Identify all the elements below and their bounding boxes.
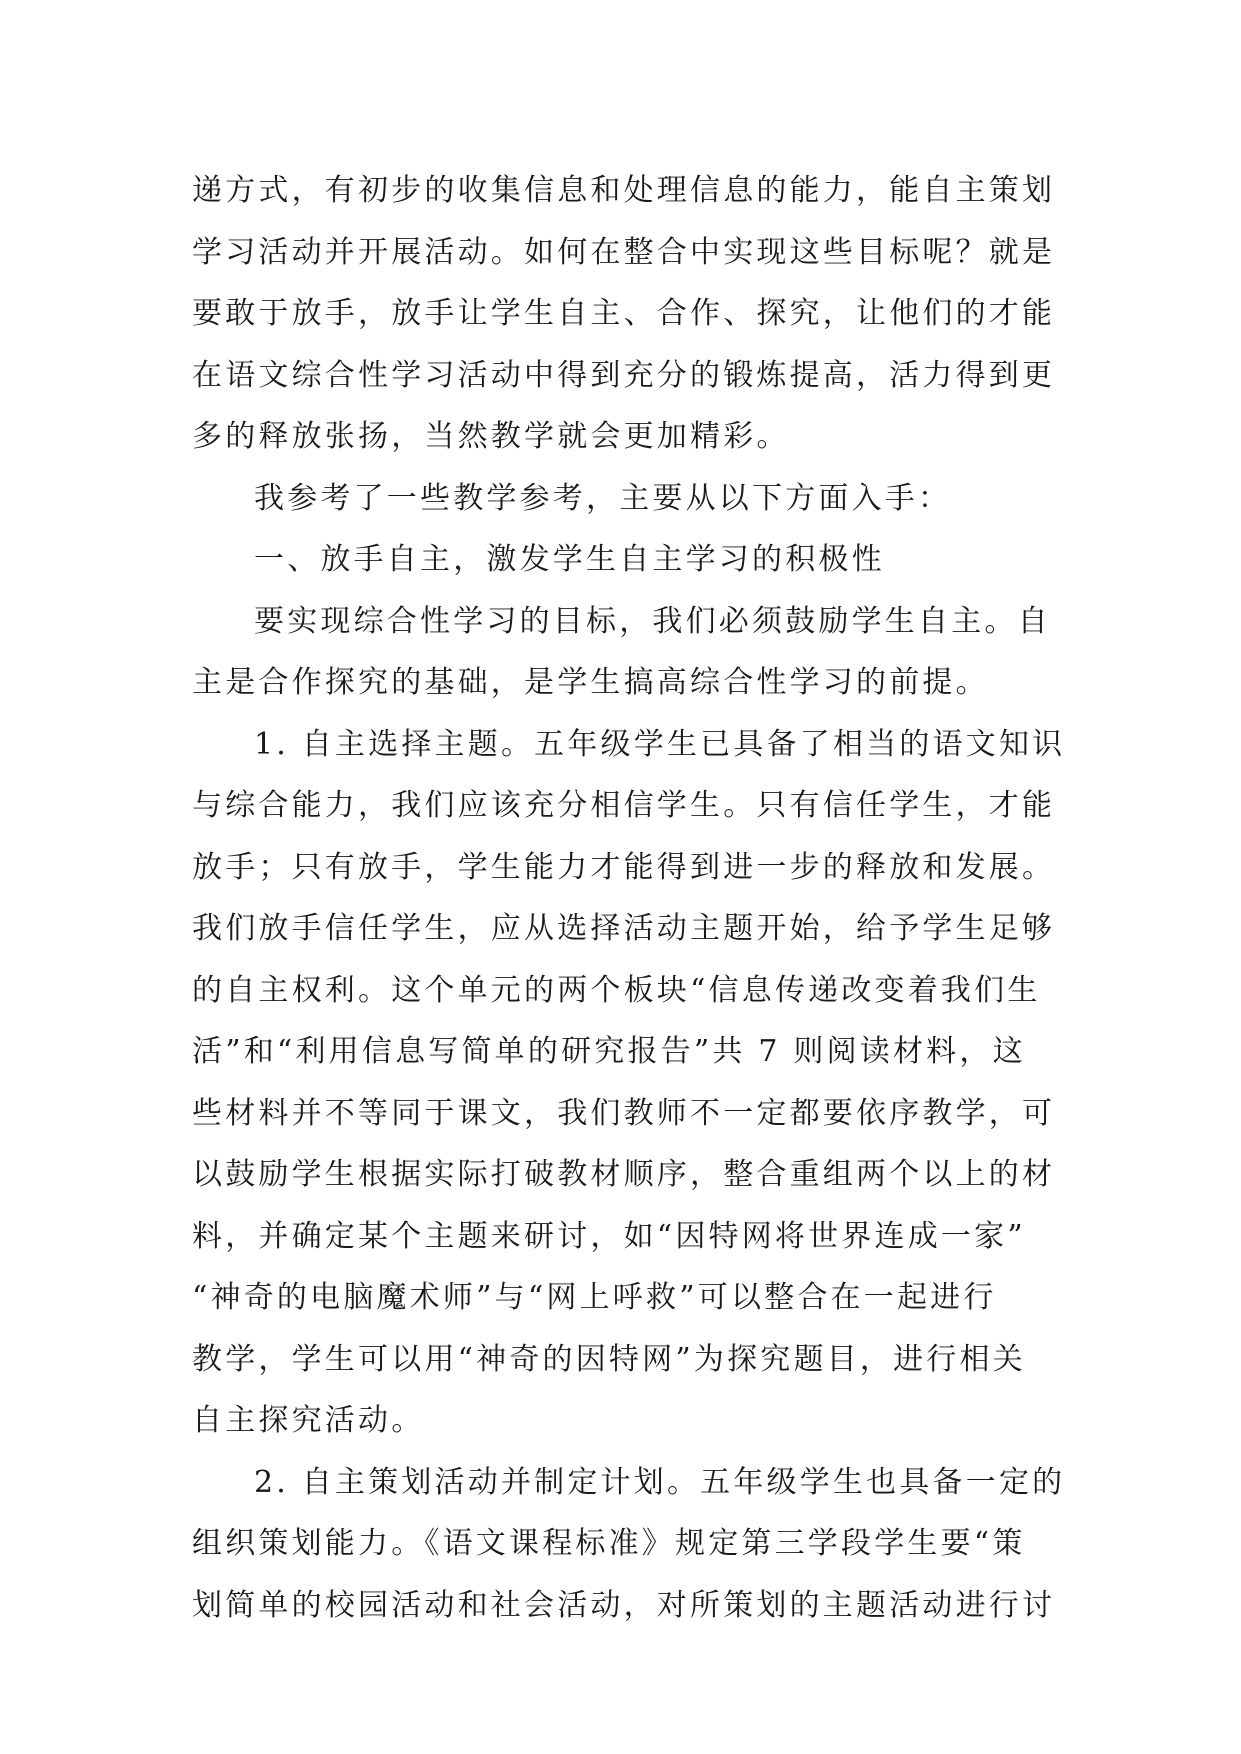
text-line: 的自主权利。这个单元的两个板块“信息传递改变着我们生 [192, 972, 1041, 1008]
text-line: 活”和“利用信息写简单的研究报告”共 7 则阅读材料，这 [192, 1034, 1026, 1069]
text-line: 我们放手信任学生，应从选择活动主题开始，给予学生足够 [192, 911, 1056, 946]
text-line: 一、放手自主，激发学生自主学习的积极性 [254, 542, 885, 577]
text-line: 多的释放张扬，当然教学就会更加精彩。 [192, 419, 790, 454]
body-text [192, 160, 1066, 1636]
text-line: 递方式，有初步的收集信息和处理信息的能力，能自主策划 [192, 173, 1056, 208]
text-line: 学习活动并开展活动。如何在整合中实现这些目标呢？就是 [192, 234, 1056, 270]
text-line: “神奇的电脑魔术师”与“网上呼救”可以整合在一起进行 [192, 1280, 997, 1315]
text-line: 自主探究活动。 [192, 1403, 425, 1438]
text-line: 要实现综合性学习的目标，我们必须鼓励学生自主。自 [254, 603, 1051, 639]
text-line: 些材料并不等同于课文，我们教师不一定都要依序教学，可 [192, 1095, 1056, 1131]
text-line: 组织策划能力。《语文课程标准》规定第三学段学生要“策 [192, 1526, 1026, 1561]
text-line: 主是合作探究的基础，是学生搞高综合性学习的前提。 [192, 665, 989, 700]
text-line: 划简单的校园活动和社会活动，对所策划的主题活动进行讨 [192, 1587, 1056, 1623]
text-line: 料，并确定某个主题来研讨，如“因特网将世界连成一家” [192, 1218, 1026, 1254]
text-line: 2. 自主策划活动并制定计划。五年级学生也具备一定的 [254, 1464, 1066, 1500]
text-line: 以鼓励学生根据实际打破教材顺序，整合重组两个以上的材 [192, 1157, 1056, 1192]
text-line: 教学，学生可以用“神奇的因特网”为探究题目，进行相关 [192, 1341, 1026, 1377]
text-line: 要敢于放手，放手让学生自主、合作、探究，让他们的才能 [192, 296, 1056, 331]
text-line: 与综合能力，我们应该充分相信学生。只有信任学生，才能 [192, 788, 1056, 823]
text-line: 在语文综合性学习活动中得到充分的锻炼提高，活力得到更 [192, 357, 1056, 393]
text-line: 我参考了一些教学参考，主要从以下方面入手： [254, 480, 952, 516]
text-line: 1. 自主选择主题。五年级学生已具备了相当的语文知识 [254, 726, 1066, 762]
text-line: 放手；只有放手，学生能力才能得到进一步的释放和发展。 [192, 849, 1056, 885]
